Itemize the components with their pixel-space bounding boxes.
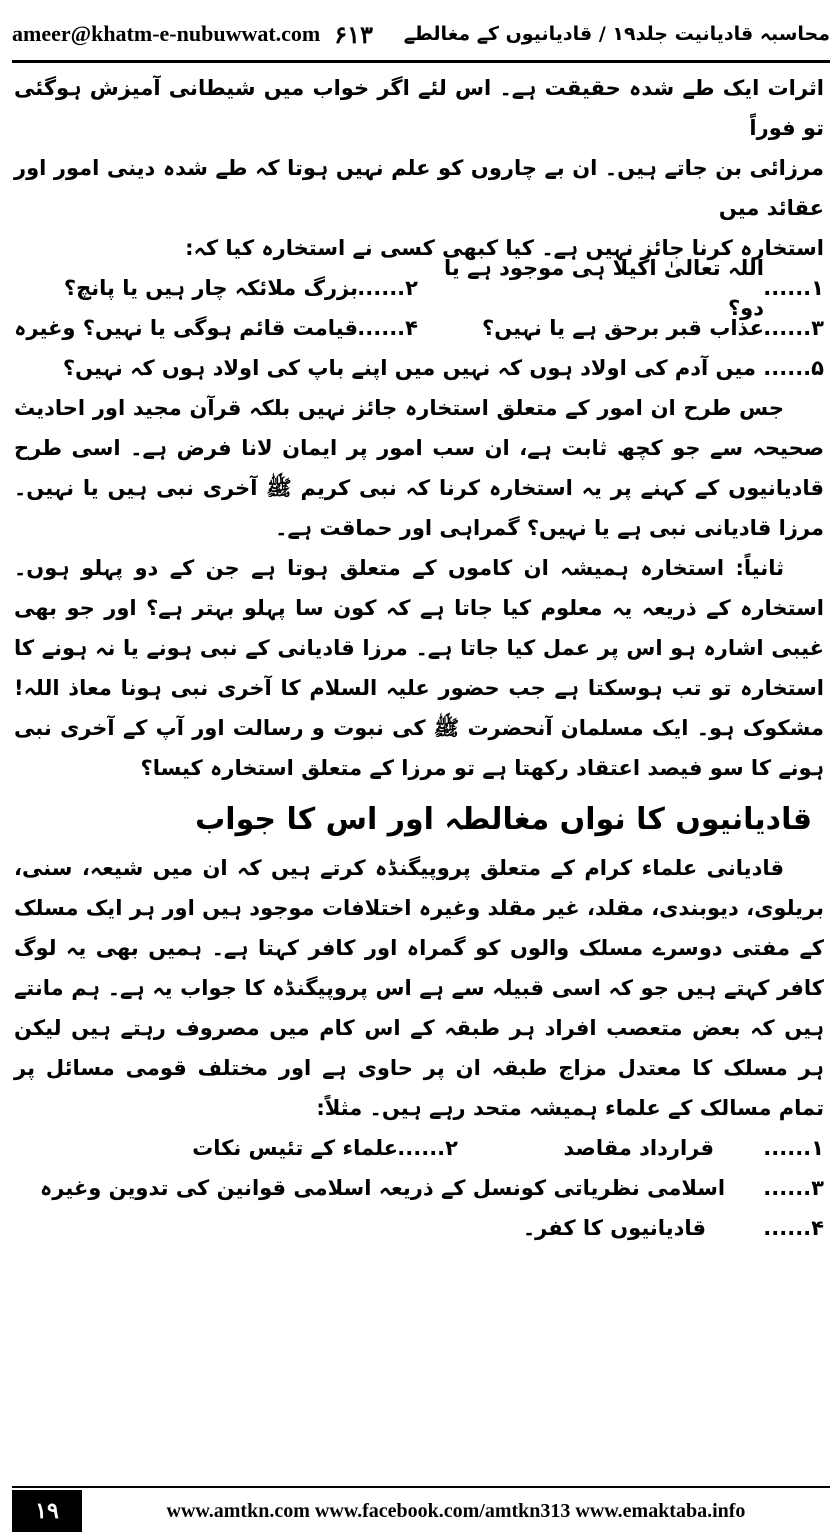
list-item [14, 256, 824, 320]
header-divider [12, 60, 830, 63]
list-text: قرارداد مقاصد [563, 1136, 714, 1160]
paragraph-3: قادیانی علماء کرام کے متعلق پروپیگنڈہ کرتے ہیں کہ ان میں شیعہ، سنی، بریلوی، دیوبندی، مقلد، غیر مقلد وغیرہ اختلافات موجود ہیں اور ہر ایک مسلک کے مفتی دوسرے مسلک والوں کو گمراہ اور کافر کہتا ہے۔ ہمیں بھی یہ لوگ کافر کہتے ہیں جو کہ اسی قبیلہ سے ہے اس پروپیگنڈہ کا جواب یہ ہے۔ ہم مانتے ہیں کہ بعض متعصب افراد ہر طبقہ کے اس کام میں مصروف رہتے ہیں لیکن ہر مسلک کا معتدل مزاج طبقہ ان پر حاوی ہے اور مختلف قومی مسائل پر تمام مسالک کے علماء ہمیشہ متحد رہے ہیں۔ مثلاً: [14, 856, 824, 1120]
list-number: ۱...... [763, 276, 824, 300]
paragraph-1: جس طرح ان امور کے متعلق استخارہ جائز نہیں بلکہ قرآن مجید اور احادیث صحیحہ سے جو کچھ ثابت ہے، ان سب امور پر ایمان لانا فرض ہے۔ اسی طرح قادیانیوں کے کہنے پر یہ استخارہ کرنا کہ نبی کریم ﷺ آخری نبی ہیں یا نہیں۔ مرزا قادیانی نبی ہے یا نہیں؟ گمراہی اور حماقت ہے۔ [14, 396, 824, 540]
list-item [14, 308, 824, 348]
list-number: ۴...... [357, 316, 418, 340]
page-body [14, 68, 824, 1248]
question-list [14, 256, 824, 388]
header-email[interactable]: ameer@khatm-e-nubuwwat.com [12, 21, 321, 46]
list-item [14, 1168, 824, 1208]
list-text: میں آدم کی اولاد ہوں کہ نہیں میں اپنے باپ کی اولاد ہوں کہ نہیں؟ [62, 356, 756, 380]
list-number: ۳...... [763, 316, 824, 340]
list-text: اللہ تعالیٰ اکیلا ہی موجود ہے یا دو؟ [444, 256, 764, 320]
list-text: عذاب قبر برحق ہے یا نہیں؟ [482, 316, 764, 340]
list-number: ۲...... [397, 1136, 458, 1160]
list-text: علماء کے تئیس نکات [192, 1136, 398, 1160]
header-title: محاسبہ قادیانیت جلد۱۹ / قادیانیوں کے مغالطے [403, 23, 830, 45]
list-text: قادیانیوں کا کفر۔ [522, 1216, 706, 1240]
header-page-number: ۶۱۳ [334, 19, 373, 49]
paragraph-2: ثانیاً: استخارہ ہمیشہ ان کاموں کے متعلق ہوتا ہے جن کے دو پہلو ہوں۔ استخارہ کے ذریعہ یہ معلوم کیا جاتا ہے کہ کون سا پہلو بہتر ہے؟ اور جو بھی غیبی اشارہ ہو اس پر عمل کیا جاتا ہے۔ مرزا قادیانی کے نبی ہونے یا نہ ہونے کا استخارہ تو تب ہوسکتا ہے جب حضور علیہ السلام کا آخری نبی ہونا معاذ اللہ! مشکوک ہو۔ ایک مسلمان آنحضرت ﷺ کی نبوت و رسالت اور آپ کے آخری نبی ہونے کا سو فیصد اعتقاد رکھتا ہے تو مرزا کے متعلق استخارہ کیسا؟ [14, 556, 824, 780]
intro-line-1: اثرات ایک طے شدہ حقیقت ہے۔ اس لئے اگر خواب میں شیطانی آمیزش ہوگئی تو فوراً [14, 76, 824, 140]
list-number: ۴...... [763, 1216, 824, 1240]
section-heading: قادیانیوں کا نواں مغالطہ اور اس کا جواب [195, 802, 812, 837]
header-left [12, 20, 387, 49]
list-text: بزرگ ملائکہ چار ہیں یا پانچ؟ [63, 276, 358, 300]
list-item [14, 1128, 824, 1168]
footer-divider [12, 1486, 830, 1488]
list-number: ۱...... [763, 1136, 824, 1160]
list-number: ۲...... [357, 276, 418, 300]
list-number: ۳...... [763, 1176, 824, 1200]
page-footer [12, 1490, 830, 1532]
list-text: قیامت قائم ہوگی یا نہیں؟ وغیرہ [14, 316, 358, 340]
intro-line-3: استخارہ کرنا جائز نہیں ہے۔ کیا کبھی کسی نے استخارہ کیا کہ: [185, 236, 824, 260]
list-number: ۵...... [763, 356, 824, 380]
list-text: اسلامی نظریاتی کونسل کے ذریعہ اسلامی قوانین کی تدوین وغیرہ [40, 1176, 726, 1200]
list-item [14, 348, 824, 388]
footer-page-box: ۱۹ [12, 1490, 82, 1532]
list-item [14, 1208, 824, 1248]
page-header [12, 12, 830, 56]
examples-list [14, 1128, 824, 1248]
footer-links[interactable]: www.amtkn.com www.facebook.com/amtkn313 www.emaktaba.info [166, 1499, 746, 1522]
intro-line-2: مرزائی بن جاتے ہیں۔ ان بے چاروں کو علم نہیں ہوتا کہ طے شدہ دینی امور اور عقائد میں [14, 156, 824, 220]
